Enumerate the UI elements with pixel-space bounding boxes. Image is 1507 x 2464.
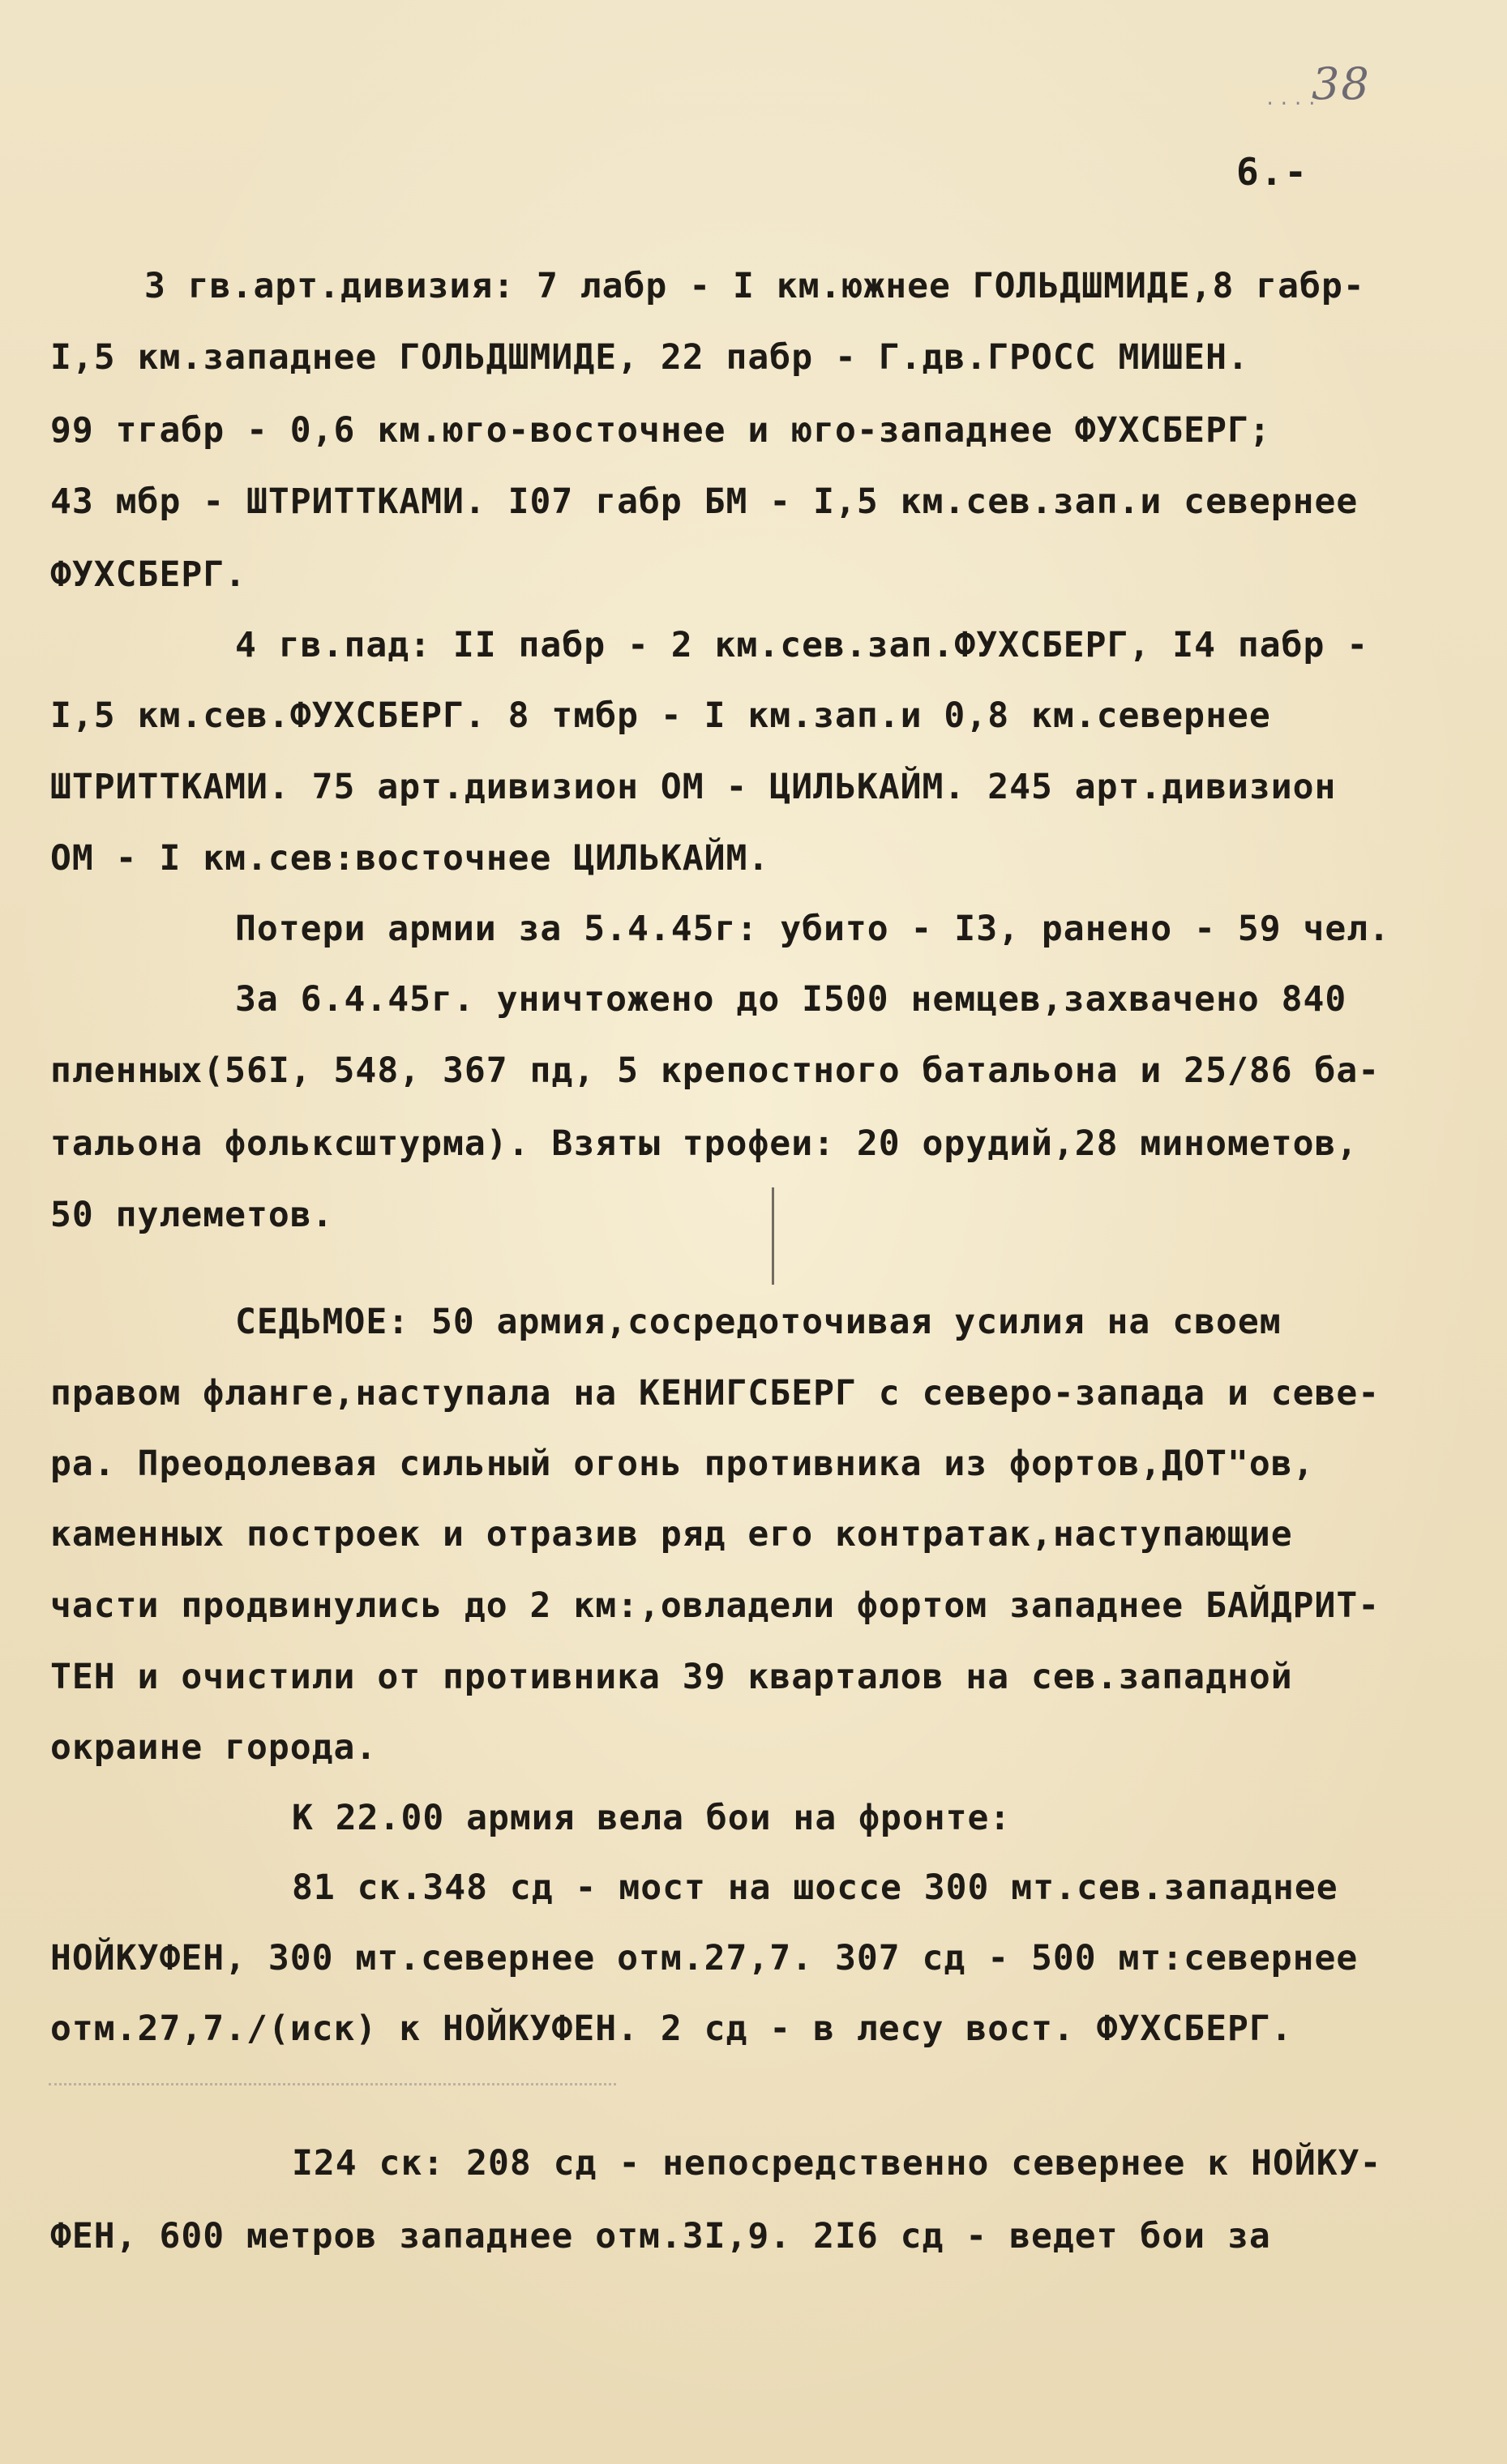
- text-line: отм.27,7./(иск) к НОЙКУФЕН. 2 сд - в лесу вост. ФУХСБЕРГ.: [50, 2008, 1293, 2049]
- text-line: 43 мбр - ШТРИТТКАМИ. I07 габр БМ - I,5 км.сев.зап.и севернее: [50, 481, 1359, 522]
- text-line: ФЕН, 600 метров западнее отм.3I,9. 2I6 сд - ведет бои за: [50, 2216, 1271, 2257]
- text-line: Потери армии за 5.4.45г: убито - I3, ранено - 59 чел.: [235, 909, 1391, 949]
- archive-dots: ....: [1265, 89, 1321, 109]
- text-line: ШТРИТТКАМИ. 75 арт.дивизион ОМ - ЦИЛЬКАЙМ. 245 арт.дивизион: [50, 767, 1337, 807]
- text-line: I,5 км.западнее ГОЛЬДШМИДЕ, 22 пабр - Г.дв.ГРОСС МИШЕН.: [50, 337, 1249, 378]
- text-line: I24 ск: 208 сд - непосредственно севернее к НОЙКУ-: [292, 2143, 1382, 2184]
- archive-page-number: 38: [1312, 58, 1371, 109]
- text-line: I,5 км.сев.ФУХСБЕРГ. 8 тмбр - I км.зап.и 0,8 км.севернее: [50, 695, 1271, 736]
- text-line: За 6.4.45г. уничтожено до I500 немцев,захвачено 840: [235, 979, 1347, 1020]
- text-line: пленных(56I, 548, 367 пд, 5 крепостного батальона и 25/86 ба-: [50, 1050, 1381, 1091]
- text-line: 3 гв.арт.дивизия: 7 лабр - I км.южнее ГОЛЬДШМИДЕ,8 габр-: [144, 266, 1365, 306]
- text-line: каменных построек и отразив ряд его контратак,наступающие: [50, 1514, 1293, 1555]
- text-line: окраине города.: [50, 1727, 378, 1768]
- text-line: ОМ - I км.сев:восточнее ЦИЛЬКАЙМ.: [50, 838, 770, 879]
- text-line: ФУХСБЕРГ.: [50, 554, 246, 595]
- text-line: ТЕН и очистили от противника 39 кварталов на сев.западной: [50, 1657, 1293, 1697]
- text-line: К 22.00 армия вела бои на фронте:: [292, 1798, 1012, 1838]
- text-line: части продвинулись до 2 км:,овладели фортом западнее БАЙДРИТ-: [50, 1585, 1381, 1626]
- text-line: 99 тгабр - 0,6 км.юго-восточнее и юго-западнее ФУХСБЕРГ;: [50, 410, 1271, 451]
- text-line: 50 пулеметов.: [50, 1195, 334, 1235]
- text-line: СЕДЬМОЕ: 50 армия,сосредоточивая усилия на своем: [235, 1302, 1282, 1342]
- text-line: правом фланге,наступала на КЕНИГСБЕРГ с северо-запада и севе-: [50, 1373, 1381, 1414]
- text-line: 81 ск.348 сд - мост на шоссе 300 мт.сев.западнее: [292, 1867, 1338, 1908]
- page-number: 6.-: [1236, 150, 1309, 194]
- text-line: 4 гв.пад: II пабр - 2 км.сев.зап.ФУХСБЕРГ, I4 пабр -: [235, 625, 1369, 665]
- text-line: ра. Преодолевая сильный огонь противника из фортов,ДОТ"ов,: [50, 1444, 1315, 1484]
- text-line: НОЙКУФЕН, 300 мт.севернее отм.27,7. 307 сд - 500 мт:севернее: [50, 1938, 1359, 1978]
- faint-dotted-line: [49, 2083, 616, 2089]
- text-line: тальона фольксштурма). Взяты трофеи: 20 орудий,28 минометов,: [50, 1123, 1359, 1164]
- pen-stroke: [772, 1187, 774, 1285]
